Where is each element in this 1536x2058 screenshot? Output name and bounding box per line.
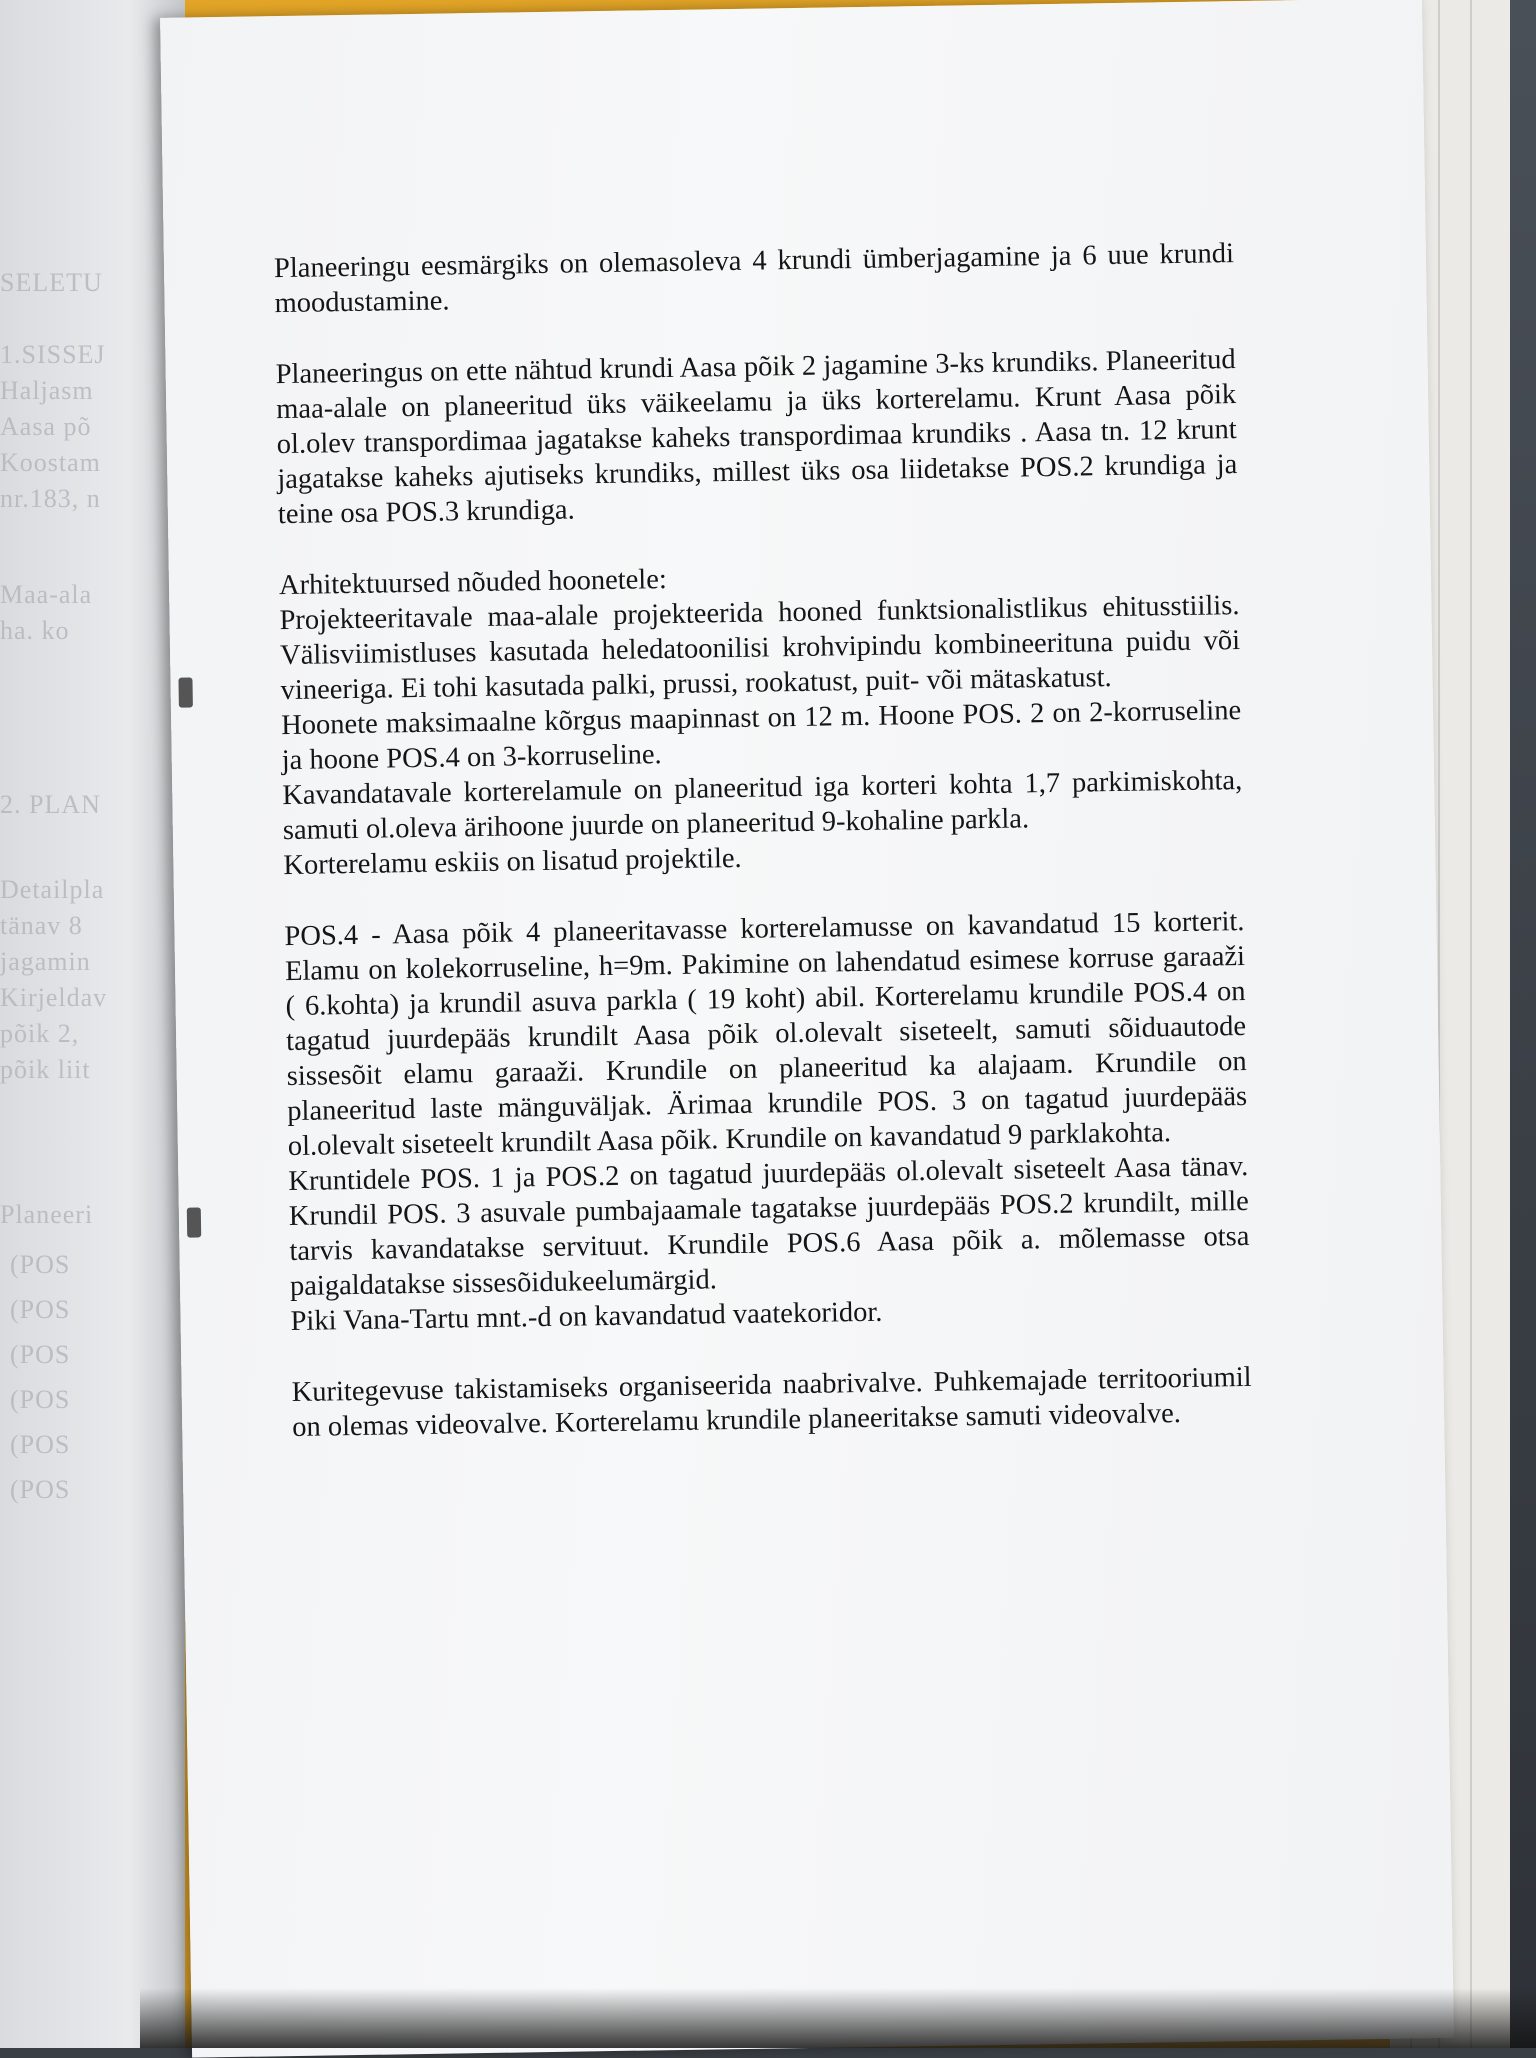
left-page-fragment: 1.SISSEJ: [0, 340, 106, 369]
paragraph-parking: Kavandatavale korterelamule on planeeritud iga korteri kohta 1,7 parkimiskohta, samuti ol.oleva ärihoone juurde on planeeritud 9-kohaline parkla.: [282, 765, 1243, 847]
left-page-fragment: Kirjeldav: [0, 983, 108, 1012]
left-page-fragment: tänav 8: [0, 911, 83, 940]
paragraph-security: Kuritegevuse takistamiseks organiseerida naabrivalve. Puhkemajade territooriumil on olemas videovalve. Korterelamu krundile planeeritakse samuti videovalve.: [291, 1361, 1252, 1444]
left-page-fragment: nr.183, n: [0, 484, 101, 513]
binding-ring: [178, 677, 192, 707]
left-page-fragment: Detailpla: [0, 875, 105, 904]
left-page-fragment: Aasa põ: [0, 412, 92, 441]
left-page-fragment: põik 2,: [0, 1019, 80, 1048]
section-heading: Arhitektuursed nõuded hoonetele:: [278, 564, 668, 602]
left-page-fragment: (POS: [10, 1385, 71, 1414]
paragraph-purpose: Planeeringu eesmärgiks on olemasoleva 4 krundi ümberjagamine ja 6 uue krundi moodustamine.: [273, 238, 1235, 320]
left-page-fragment: (POS: [10, 1340, 71, 1369]
left-page-fragment: (POS: [10, 1295, 71, 1324]
left-page-fragment: Koostam: [0, 448, 101, 477]
left-page-fragment: Haljasm: [0, 376, 94, 405]
left-page: [0, 0, 185, 2048]
left-page-fragment: (POS: [10, 1430, 71, 1459]
paragraph-sketch: Korterelamu eskiis on lisatud projektile.: [283, 842, 742, 882]
left-page-fragment: SELETU: [0, 268, 103, 297]
paragraph-pos4: POS.4 - Aasa põik 4 planeeritavasse korterelamusse on kavandatud 15 korterit. Elamu on kolekorruseline, h=9m. Pakimine on lahendatud esimese korruse garaaži ( 6.kohta) ja krundil asuva parkla ( 19 koht) abil. Korterelamu krundile POS.4 on tagatud juurdepääs krundilt Aasa põik ol.olevalt siseteelt, samuti sõiduautode sissesõit elamu garaaži. Krundile on planeeritud ka alajaam. Krundile on planeeritud laste mänguväljak. Ärimaa krundile POS. 3 on tagatud juurdepääs ol.olevalt siseteelt krundilt Aasa põik. Krundile on kavandatud 9 parklakohta.: [284, 905, 1248, 1163]
left-page-fragment: (POS: [10, 1475, 71, 1504]
paragraph-corridor: Piki Vana-Tartu mnt.-d on kavandatud vaatekoridor.: [290, 1296, 883, 1338]
left-page-fragment: 2. PLAN: [0, 790, 101, 819]
left-page-fragment: jagamin: [0, 947, 91, 976]
paragraph-access: Kruntidele POS. 1 ja POS.2 on tagatud juurdepääs ol.olevalt siseteelt Aasa tänav. Krundil POS. 3 asuvale pumbajaamale tagatakse juurdepääs POS.2 krundilt, mille tarvis kavandatakse servituut. Krundile POS.6 Aasa põik a. mõlemasse otsa paigaldatakse sissesõidukeelumärgid.: [288, 1150, 1250, 1303]
paragraph-height: Hoonete maksimaalne kõrgus maapinnast on 12 m. Hoone POS. 2 on 2-korruseline ja hoone POS.4 on 3-korruseline.: [280, 695, 1242, 777]
binding-ring: [187, 1207, 201, 1237]
left-page-fragment: ha. ko: [0, 616, 70, 645]
left-page-fragment: Maa-ala: [0, 580, 93, 609]
paragraph-plot-division: Planeeringus on ette nähtud krundi Aasa põik 2 jagamine 3-ks krundiks. Planeeritud maa-alale on planeeritud üks väikeelamu ja üks korterelamu. Krunt Aasa põik ol.olev transpordimaa jagatakse kaheks transpordimaa krundiks . Aasa tn. 12 krunt jagatakse kaheks ajutiseks krundiks, millest üks osa liidetakse POS.2 krundiga ja teine osa POS.3 krundiga.: [275, 344, 1238, 531]
paragraph-style-requirements: Projekteeritavale maa-alale projekteerida hooned funktsionalistlikus ehitusstiilis. Välisviimistluses kasutada heledatoonilisi krohvipindu kombineerituna puidu või vineeriga. Ei tohi kasutada palki, prussi, rookatust, puit- või mätaskatust.: [279, 590, 1241, 707]
left-page-fragment: (POS: [10, 1250, 71, 1279]
document-page: [160, 0, 1454, 2058]
paper-edge: [1470, 0, 1472, 2048]
bottom-shadow: [140, 1988, 1536, 2048]
page-body: [274, 236, 1253, 1445]
left-page-fragment: põik liit: [0, 1055, 91, 1084]
left-page-fragment: Planeeri: [0, 1200, 94, 1229]
